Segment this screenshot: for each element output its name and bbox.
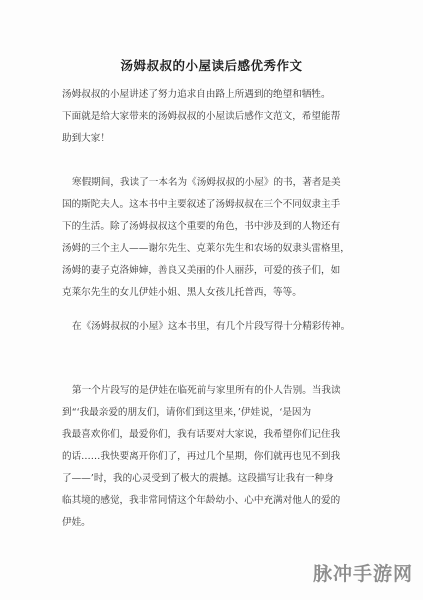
intro-line: 助到大家！ [62, 133, 110, 144]
body-paragraph-3 [62, 380, 362, 534]
intro-paragraph [62, 84, 362, 150]
paragraph-line: 克莱尔先生的女儿伊娃小姐、黑人女孩儿托普西，等等。 [62, 287, 302, 298]
paragraph-line: 的话……我快要离开你们了，再过几个星期，你们就再也见不到我 [62, 451, 341, 462]
body-paragraph-2 [62, 316, 362, 338]
intro-line: 下面就是给大家带来的汤姆叔叔的小屋读后感作文范文，希望能帮 [62, 111, 341, 122]
paragraph-line: 了——’时，我的心灵受到了极大的震撼。这段描写让我有一种身 [62, 473, 334, 484]
document-title: 汤姆叔叔的小屋读后感优秀作文 [120, 58, 303, 73]
body-paragraph-1 [62, 172, 362, 304]
paragraph-line: 汤姆的妻子克洛婶婶，善良又美丽的仆人丽莎，可爱的孩子们，如 [62, 265, 341, 276]
paragraph-line: 国的斯陀夫人。这本书中主要叙述了汤姆叔叔在三个不同奴隶主手 [62, 199, 341, 210]
paragraph-line: 下的生活。除了汤姆叔叔这个重要的角色，书中涉及到的人物还有 [62, 221, 341, 232]
paragraph-line: 在《汤姆叔叔的小屋》这本书里，有几个片段写得十分精彩传神。 [72, 321, 351, 332]
paragraph-line: 寒假期间，我读了一本名为《汤姆叔叔的小屋》的书，著者是美 [72, 177, 341, 188]
paragraph-line: 伊娃。 [62, 517, 91, 528]
paragraph-line: 临其境的感觉，我非常同情这个年龄幼小、心中充满对他人的爱的 [62, 495, 341, 506]
paragraph-line: 到“‘我最亲爱的朋友们，请你们到这里来，’伊娃说，‘是因为 [62, 407, 312, 418]
paragraph-line: 汤姆的三个主人——谢尔先生、克莱尔先生和农场的奴隶头雷格里， [62, 243, 350, 254]
site-watermark: 脉冲手游网 [312, 563, 413, 585]
paragraph-line: 我最喜欢你们，最爱你们，我有话要对大家说，我希望你们记住我 [62, 429, 341, 440]
intro-line: 汤姆叔叔的小屋讲述了努力追求自由路上所遇到的绝望和牺牲。 [62, 89, 331, 100]
paragraph-line: 第一个片段写的是伊娃在临死前与家里所有的仆人告别。当我读 [72, 385, 341, 396]
